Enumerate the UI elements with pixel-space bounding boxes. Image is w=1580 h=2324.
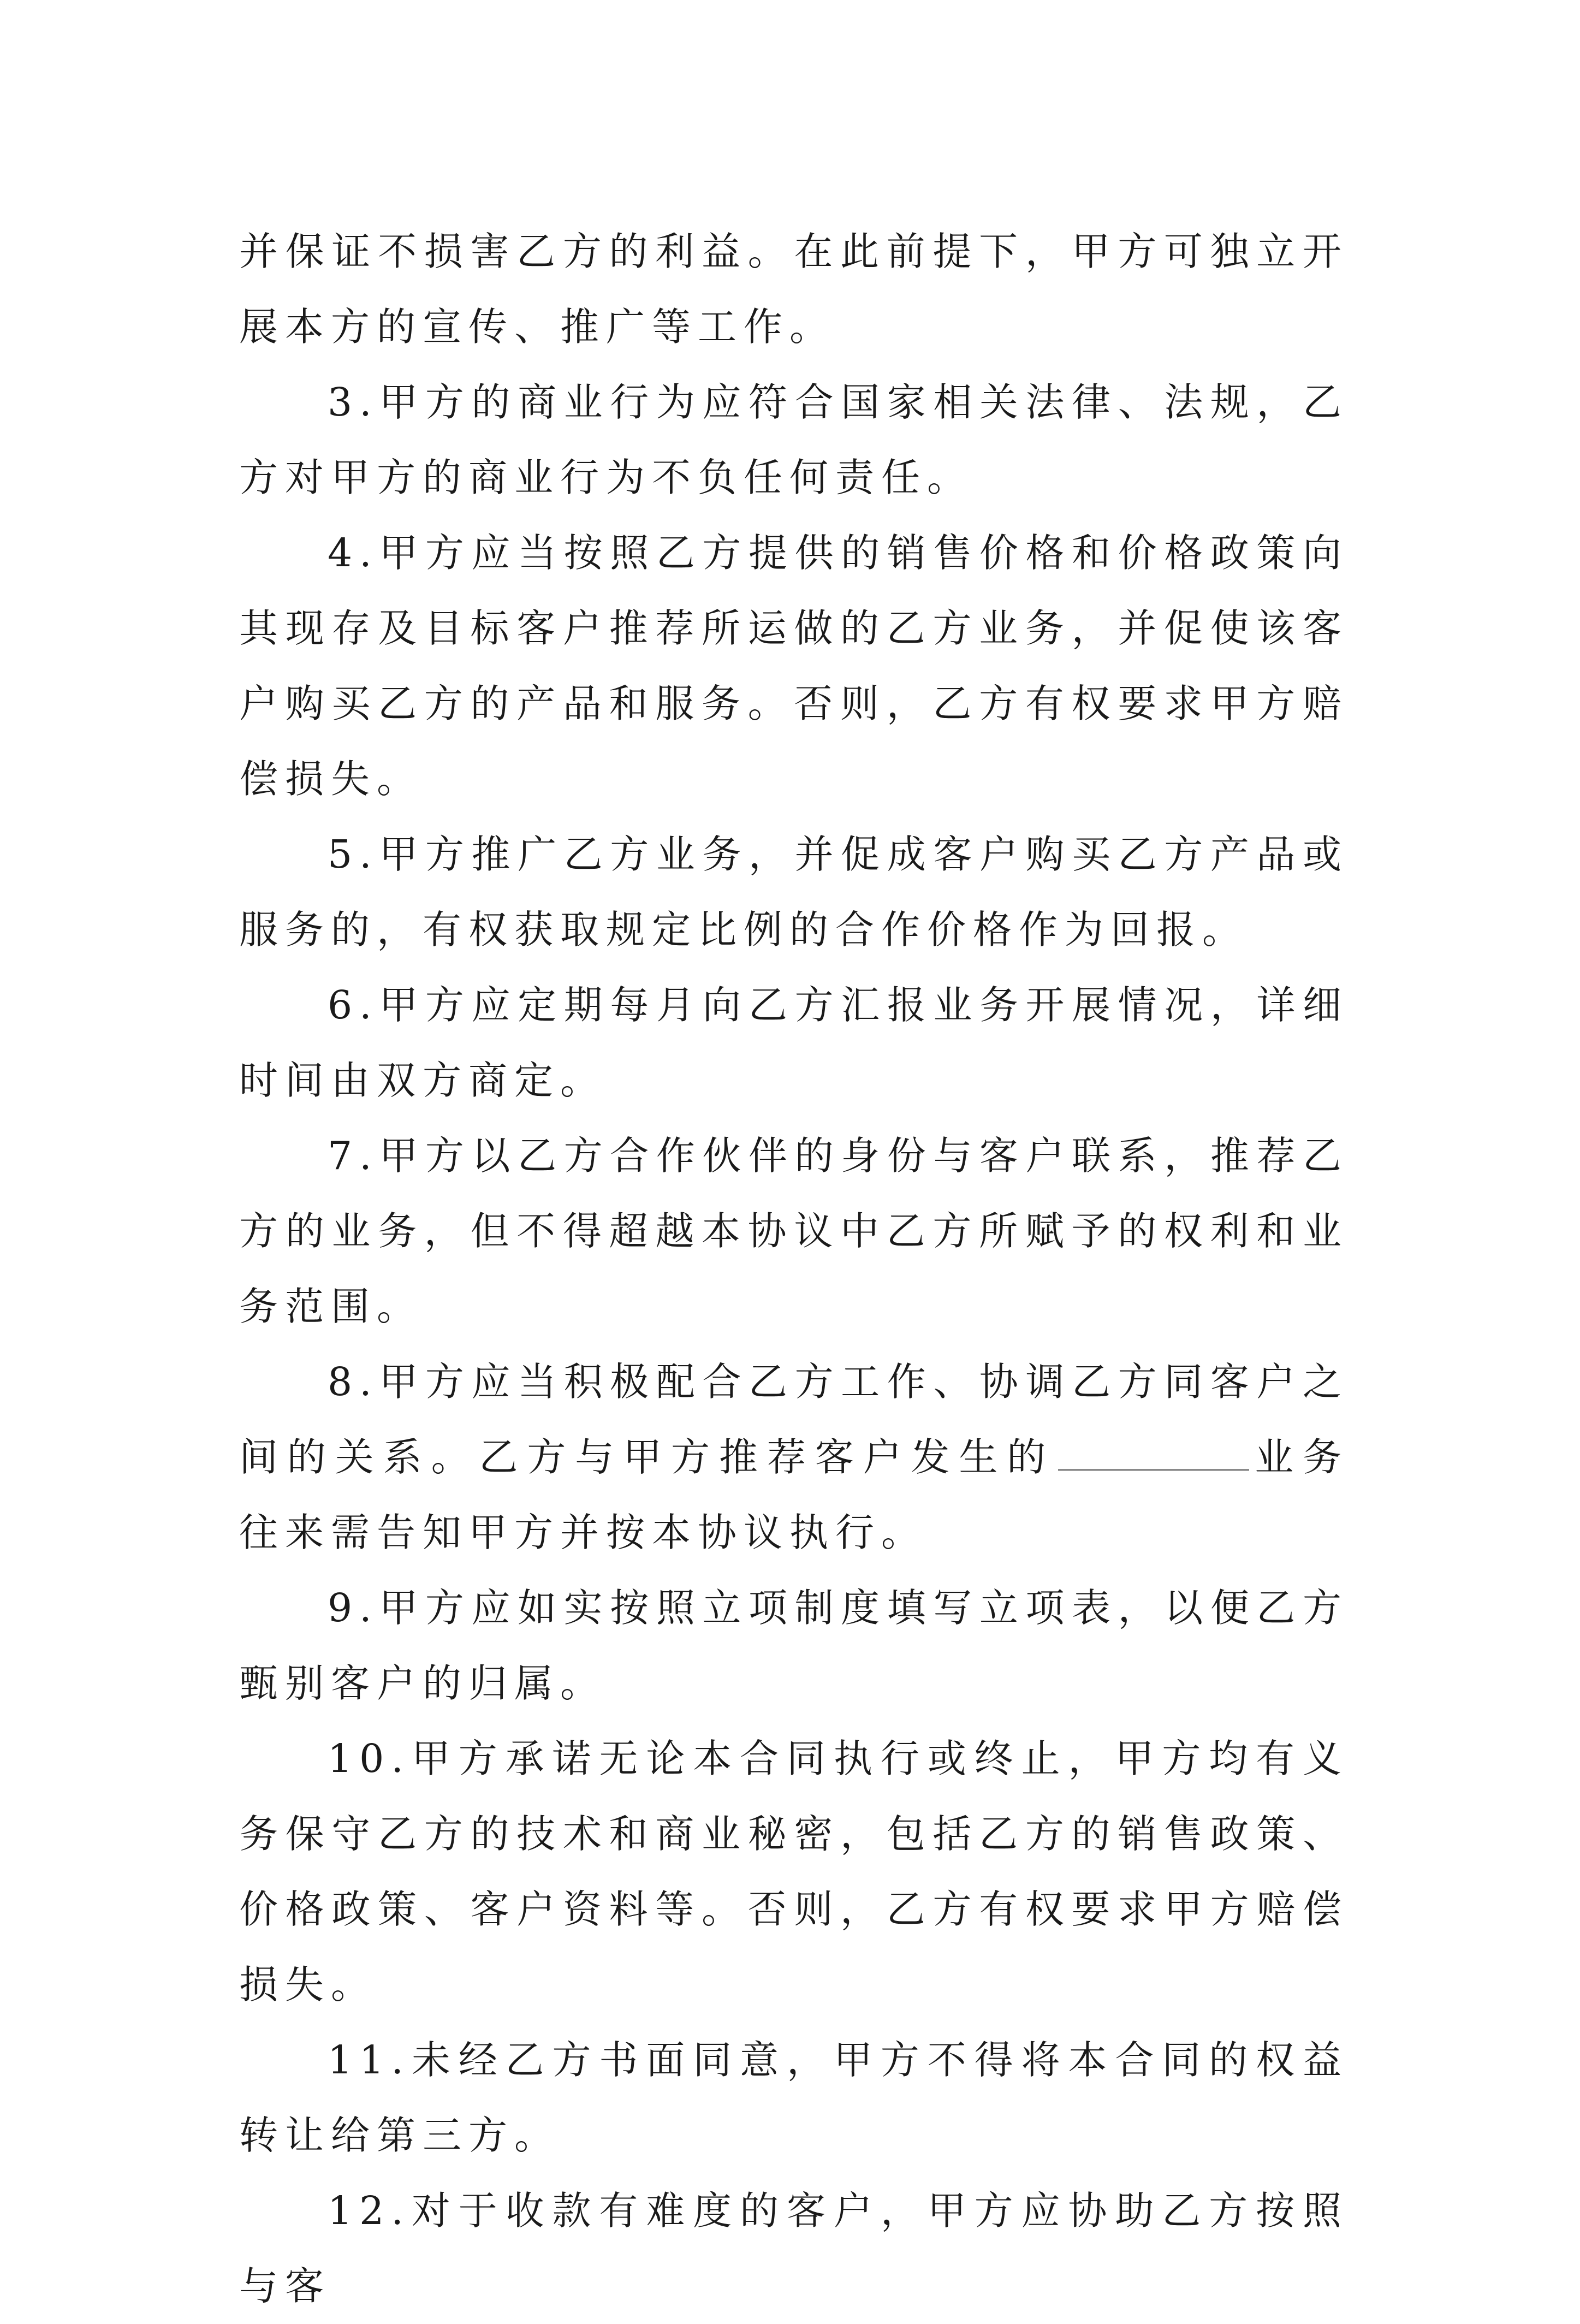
clause-12: 12.对于收款有难度的客户，甲方应协助乙方按照与客 — [239, 2188, 1349, 2309]
clause-6: 6.甲方应定期每月向乙方汇报业务开展情况，详细时间由双方商定。 — [239, 982, 1349, 1103]
paragraph-continuation: 并保证不损害乙方的利益。在此前提下，甲方可独立开展本方的宣传、推广等工作。 — [239, 229, 1349, 349]
clause-9: 9.甲方应如实按照立项制度填写立项表，以便乙方甄别客户的归属。 — [239, 1585, 1349, 1706]
clause-4: 4.甲方应当按照乙方提供的销售价格和价格政策向其现存及目标客户推荐所运做的乙方业务，并促使该客户购买乙方的产品和服务。否则，乙方有权要求甲方赔偿损失。 — [239, 530, 1349, 802]
clause-5: 5.甲方推广乙方业务，并促成客户购买乙方产品或服务的，有权获取规定比例的合作价格作为回报。 — [239, 832, 1349, 952]
clause-8 — [239, 1344, 1349, 1570]
clause-3: 3.甲方的商业行为应符合国家相关法律、法规，乙方对甲方的商业行为不负任何责任。 — [239, 380, 1349, 500]
clause-8-text-before: 8.甲方应当积极配合乙方工作、协调乙方同客户之间的关系。乙方与甲方推荐客户发生的 — [239, 1359, 1349, 1480]
clause-10: 10.甲方承诺无论本合同执行或终止，甲方均有义务保守乙方的技术和商业秘密，包括乙方的销售政策、价格政策、客户资料等。否则，乙方有权要求甲方赔偿损失。 — [239, 1736, 1349, 2007]
document-body — [239, 214, 1349, 2324]
clause-7: 7.甲方以乙方合作伙伴的身份与客户联系，推荐乙方的业务，但不得超越本协议中乙方所赋予的权利和业务范围。 — [239, 1133, 1349, 1329]
clause-8-text-after: 业务往来需告知甲方并按本协议执行。 — [239, 1434, 1349, 1555]
fill-in-blank — [1058, 1430, 1249, 1471]
clause-11: 11.未经乙方书面同意，甲方不得将本合同的权益转让给第三方。 — [239, 2037, 1349, 2158]
